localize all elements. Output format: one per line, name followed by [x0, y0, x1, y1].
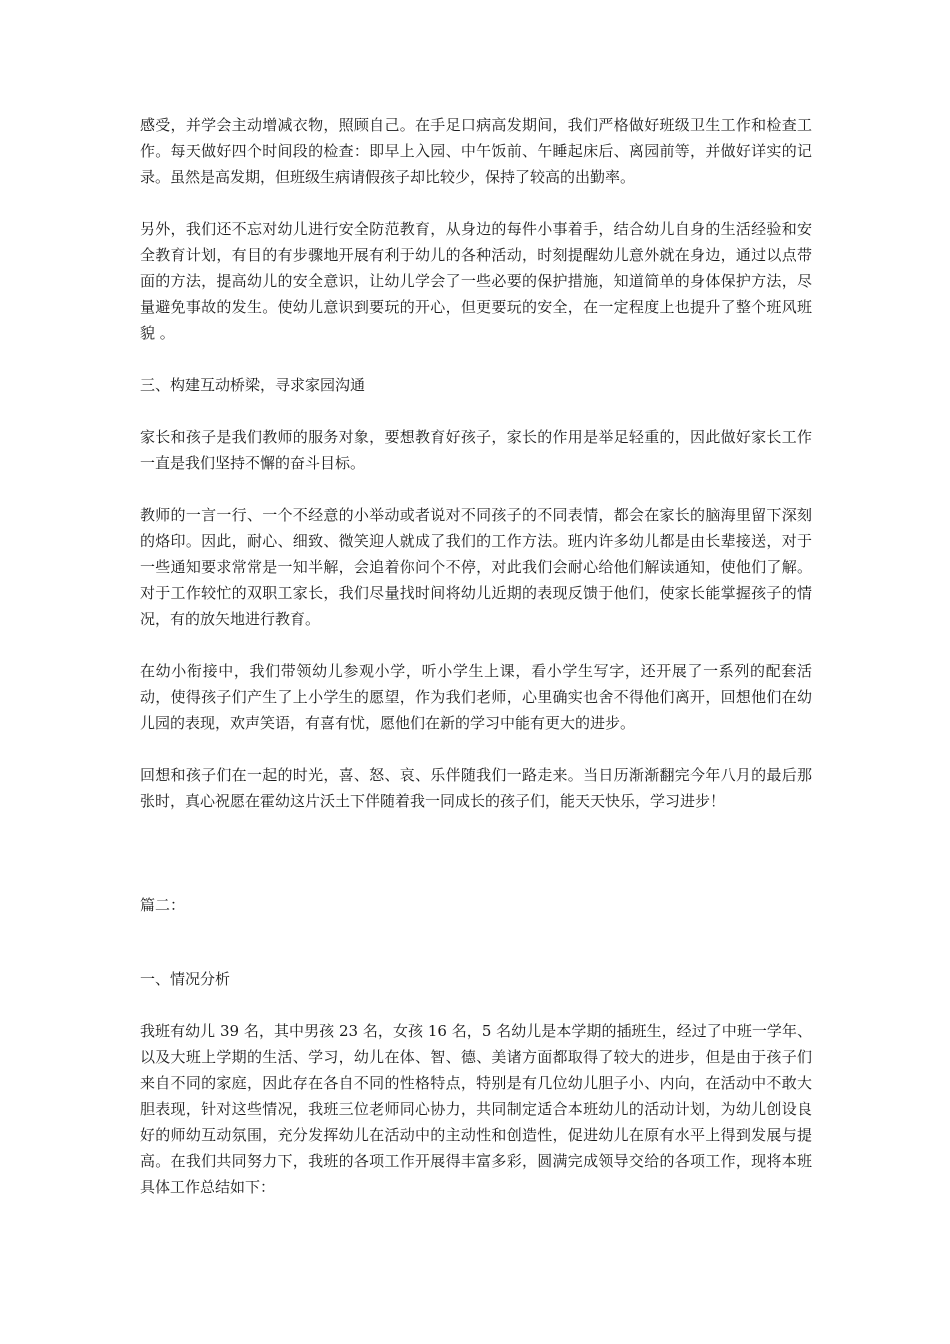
document-page [140, 112, 812, 1226]
spacer [140, 840, 812, 892]
paragraph-transition: 在幼小衔接中，我们带领幼儿参观小学，听小学生上课，看小学生写字，还开展了一系列的配套活动，使得孩子们产生了上小学生的愿望，作为我们老师，心里确实也舍不得他们离开，回想他们在幼儿园的表现，欢声笑语，有喜有忧，愿他们在新的学习中能有更大的进步。 [140, 662, 812, 732]
part2-title: 篇二： [140, 896, 186, 914]
paragraph-parents: 家长和孩子是我们教师的服务对象，要想教育好孩子，家长的作用是举足轻重的，因此做好家长工作一直是我们坚持不懈的奋斗目标。 [140, 428, 812, 472]
paragraph-hygiene: 感受，并学会主动增减衣物，照顾自己。在手足口病高发期间，我们严格做好班级卫生工作和检查工作。每天做好四个时间段的检查：即早上入园、中午饭前、午睡起床后、离园前等，并做好详实的记录。虽然是高发期，但班级生病请假孩子却比较少，保持了较高的出勤率。 [140, 116, 812, 186]
spacer [140, 944, 812, 966]
paragraph-situation-analysis: 我班有幼儿 39 名，其中男孩 23 名，女孩 16 名，5 名幼儿是本学期的插班生，经过了中班一学年、以及大班上学期的生活、学习，幼儿在体、智、德、美诸方面都取得了较大的进步，但是由于孩子们来自不同的家庭，因此存在各自不同的性格特点，特别是有几位幼儿胆子小、内向，在活动中不敢大胆表现，针对这些情况，我班三位老师同心协力，共同制定适合本班幼儿的活动计划，为幼儿创设良好的师幼互动氛围，充分发挥幼儿在活动中的主动性和创造性，促进幼儿在原有水平上得到发展与提高。在我们共同努力下，我班的各项工作开展得丰富多彩，圆满完成领导交给的各项工作，现将本班具体工作总结如下： [140, 1022, 812, 1196]
section1-heading: 一、情况分析 [140, 970, 231, 988]
section3-heading: 三、构建互动桥梁，寻求家园沟通 [140, 376, 366, 394]
paragraph-teacher-conduct: 教师的一言一行、一个不经意的小举动或者说对不同孩子的不同表情，都会在家长的脑海里留下深刻的烙印。因此，耐心、细致、微笑迎人就成了我们的工作方法。班内许多幼儿都是由长辈接送，对于一些通知要求常常是一知半解，会追着你问个不停，对此我们会耐心给他们解读通知，使他们了解。对于工作较忙的双职工家长，我们尽量找时间将幼儿近期的表现反馈于他们，使家长能掌握孩子的情况，有的放矢地进行教育。 [140, 506, 812, 628]
paragraph-closing: 回想和孩子们在一起的时光，喜、怒、哀、乐伴随我们一路走来。当日历渐渐翻完今年八月的最后那张时，真心祝愿在霍幼这片沃土下伴随着我一同成长的孩子们，能天天快乐，学习进步！ [140, 766, 812, 810]
paragraph-safety: 另外，我们还不忘对幼儿进行安全防范教育，从身边的每件小事着手，结合幼儿自身的生活经验和安全教育计划，有目的有步骤地开展有利于幼儿的各种活动，时刻提醒幼儿意外就在身边，通过以点带面的方法，提高幼儿的安全意识，让幼儿学会了一些必要的保护措施，知道简单的身体保护方法，尽量避免事故的发生。使幼儿意识到要玩的开心，但更要玩的安全，在一定程度上也提升了整个班风班貌 。 [140, 220, 812, 342]
